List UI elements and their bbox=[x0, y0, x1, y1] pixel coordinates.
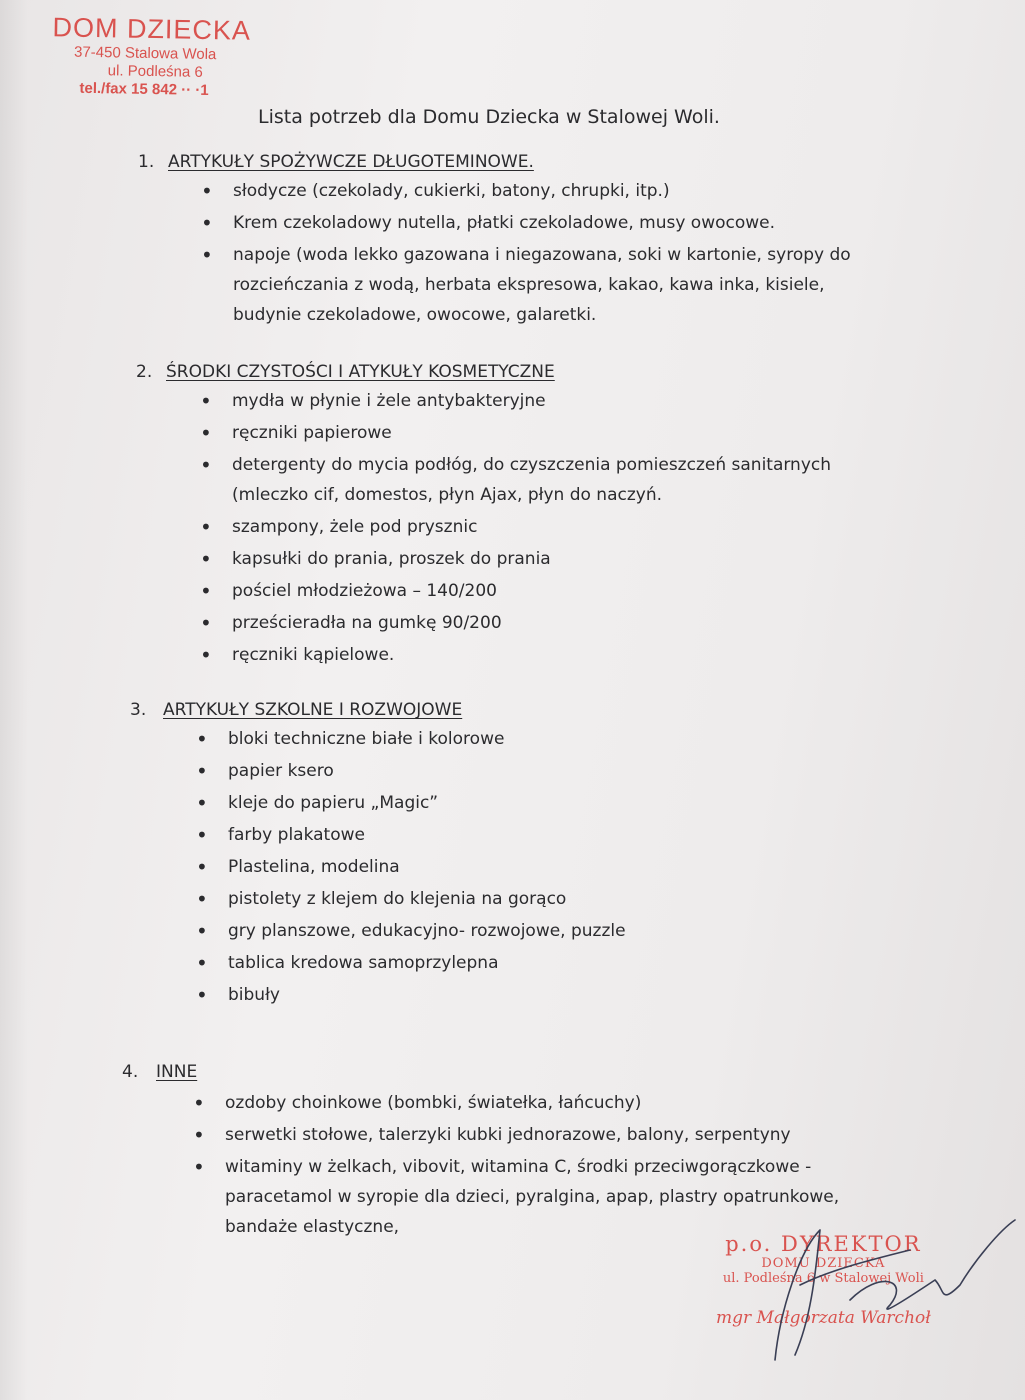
list-item: • kapsułki do prania, proszek do prania bbox=[232, 544, 857, 574]
section-title: INNE bbox=[156, 1062, 198, 1082]
page-shadow bbox=[0, 0, 28, 1400]
list-item: • tablica kredowa samoprzylepna bbox=[228, 948, 848, 978]
section-food bbox=[138, 152, 898, 330]
section-number: 3. bbox=[130, 700, 147, 720]
list-item: • gry planszowe, edukacyjno- rozwojowe, puzzle bbox=[228, 916, 848, 946]
stamp-postal: 37-450 Stalowa Wola bbox=[73, 43, 217, 64]
list-item: • szampony, żele pod prysznic bbox=[232, 512, 857, 542]
list-item: • ozdoby choinkowe (bombki, światełka, łańcuchy) bbox=[225, 1088, 905, 1118]
list-item: • kleje do papieru „Magic” bbox=[228, 788, 848, 818]
list-item: • napoje (woda lekko gazowana i niegazowana, soki w kartonie, syropy do rozcieńczania z wodą, herbata ekspresowa, kakao, kawa inka, kisiele, budynie czekoladowe, owocowe, galaretki. bbox=[233, 240, 873, 330]
institution-stamp bbox=[51, 12, 251, 100]
section-number: 1. bbox=[138, 152, 155, 172]
list-item: • bibuły bbox=[228, 980, 848, 1010]
stamp-street: ul. Podleśna 6 bbox=[107, 62, 203, 81]
list-item: • słodycze (czekolady, cukierki, batony, chrupki, itp.) bbox=[233, 176, 873, 206]
list-item: • Plastelina, modelina bbox=[228, 852, 848, 882]
list-item: • mydła w płynie i żele antybakteryjne bbox=[232, 386, 857, 416]
list-item: • witaminy w żelkach, vibovit, witamina C, środki przeciwgorączkowe - paracetamol w syropie dla dzieci, pyralgina, apap, plastry opatrunkowe, bandaże elastyczne, bbox=[225, 1152, 905, 1242]
stamp-name: mgr Małgorzata Warchoł bbox=[716, 1308, 931, 1328]
section-title: ŚRODKI CZYSTOŚCI I ATYKUŁY KOSMETYCZNE bbox=[166, 362, 555, 382]
list-item: • ręczniki papierowe bbox=[232, 418, 857, 448]
section-number: 4. bbox=[122, 1062, 139, 1082]
list-item: • Krem czekoladowy nutella, płatki czekoladowe, musy owocowe. bbox=[233, 208, 873, 238]
list-item: • detergenty do mycia podłóg, do czyszczenia pomieszczeń sanitarnych (mleczko cif, domestos, płyn Ajax, płyn do naczyń. bbox=[232, 450, 857, 510]
list-item: • farby plakatowe bbox=[228, 820, 848, 850]
section-school bbox=[130, 700, 890, 1010]
list-item: • ręczniki kąpielowe. bbox=[232, 640, 857, 670]
section-number: 2. bbox=[136, 362, 153, 382]
list-item: • prześcieradła na gumkę 90/200 bbox=[232, 608, 857, 638]
stamp-org: DOM DZIECKA bbox=[52, 12, 252, 46]
section-title: ARTYKUŁY SZKOLNE I ROZWOJOWE bbox=[163, 700, 463, 720]
list-item: • pistolety z klejem do klejenia na gorąco bbox=[228, 884, 848, 914]
stamp-institution: DOMU DZIECKA bbox=[761, 1256, 886, 1271]
stamp-phone: tel./fax 15 842 ·· ·1 bbox=[79, 79, 209, 100]
stamp-role: p.o. DYREKTOR bbox=[725, 1232, 922, 1256]
handwritten-signature bbox=[760, 1190, 1020, 1370]
list-item: • bloki techniczne białe i kolorowe bbox=[228, 724, 848, 754]
document-title: Lista potrzeb dla Domu Dziecka w Stalowej Woli. bbox=[258, 106, 720, 128]
section-title: ARTYKUŁY SPOŻYWCZE DŁUGOTEMINOWE. bbox=[168, 152, 534, 172]
section-cleaning bbox=[136, 362, 896, 670]
list-item: • serwetki stołowe, talerzyki kubki jednorazowe, balony, serpentyny bbox=[225, 1120, 905, 1150]
stamp-address: ul. Podleśna 6 w Stalowej Woli bbox=[722, 1271, 924, 1286]
list-item: • papier ksero bbox=[228, 756, 848, 786]
list-item: • pościel młodzieżowa – 140/200 bbox=[232, 576, 857, 606]
